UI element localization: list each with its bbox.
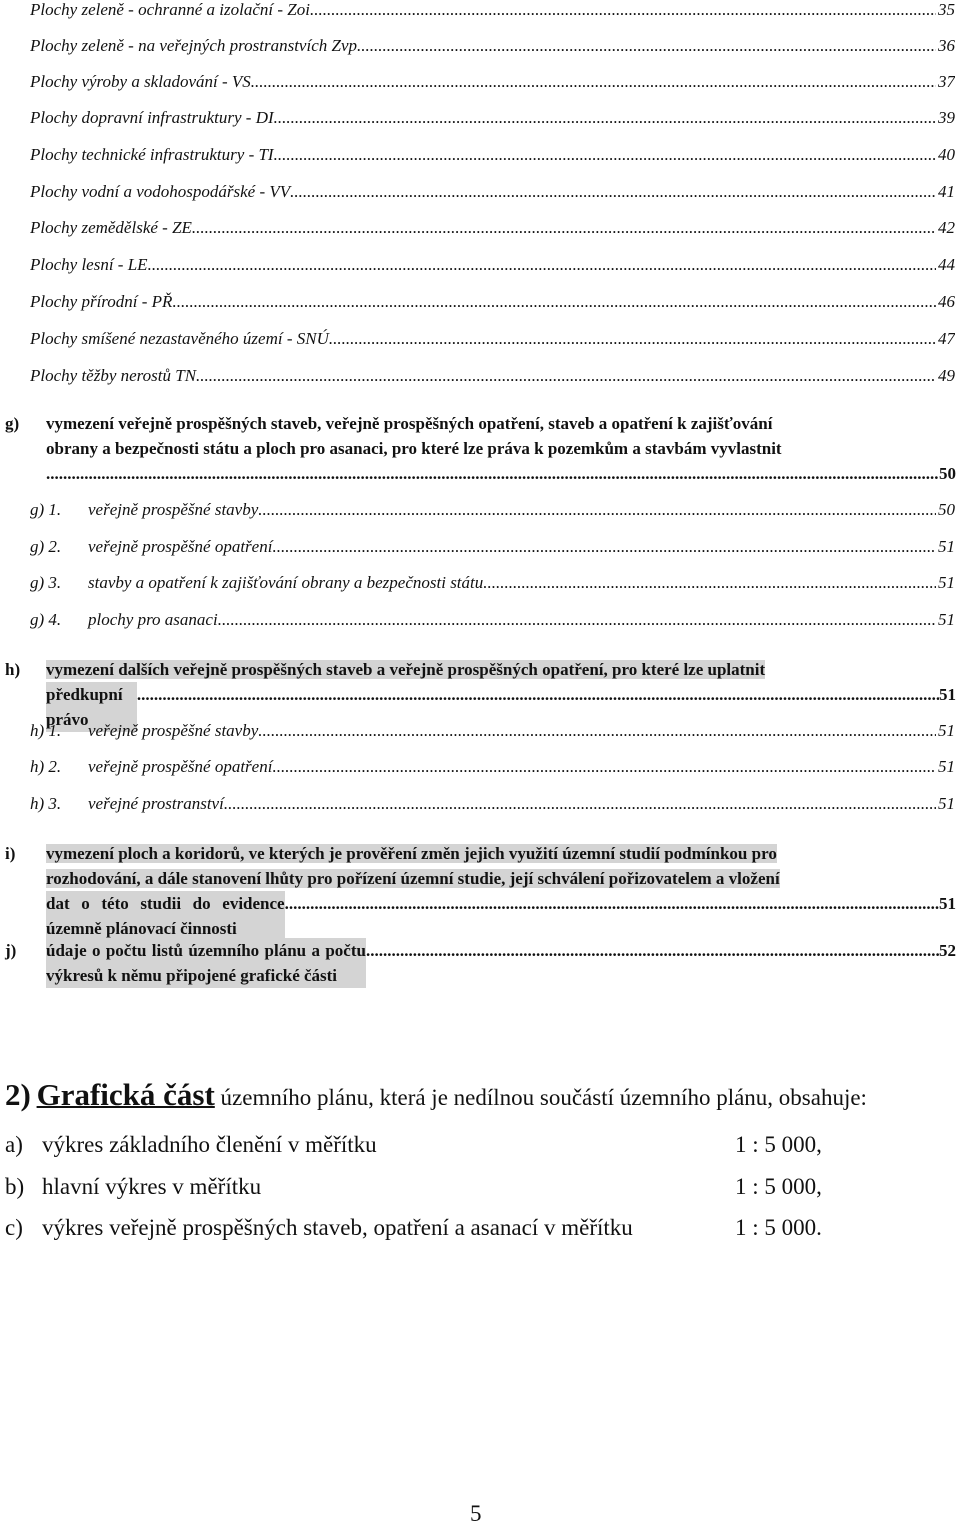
leader-dots [366,938,939,963]
toc-item[interactable]: Plochy zeleně - na veřejných prostranstvích Zvp ..... 36 [30,36,955,56]
toc-item[interactable]: Plochy dopravní infrastruktury - DI ..... 39 [30,108,955,128]
leader-dots [274,108,936,128]
toc-item[interactable]: Plochy technické infrastruktury - TI ..... 40 [30,145,955,165]
section-heading: vymezení ploch a koridorů, ve kterých je prověření změn jejich využití územní studií podmínkou pro rozhodování, a dále stanovení lhůty pro pořízení územní studie, její schválení pořizovatelem a vložení dat o této studii do evidence územně plánovací činnosti ..... 51 [46,841,956,941]
section-letter: i) [5,844,16,863]
leader-dots [172,292,936,312]
toc-subitem[interactable]: g) 4. plochy pro asanaci ..... 51 [30,610,955,630]
toc-subitem[interactable]: h) 2. veřejně prospěšné opatření ..... 51 [30,757,955,777]
leader-dots [258,500,936,520]
leader-dots [148,255,936,275]
leader-dots [272,537,936,557]
drawing-item: c) výkres veřejně prospěšných staveb, opatření a asanací v měřítku [5,1215,633,1240]
leader-dots [483,573,936,593]
section-letter: h) [5,660,21,679]
leader-dots [274,145,936,165]
toc-item[interactable]: Plochy zeleně - ochranné a izolační - Zoi ..... 35 [30,0,955,20]
section-heading: vymezení dalších veřejně prospěšných staveb a veřejně prospěšných opatření, pro které lze uplatnit předkupní právo ..... 51 [46,657,956,732]
leader-dots [272,757,936,777]
graphic-part-number: 2) [5,1077,31,1112]
drawing-scale: 1 : 5 000, [735,1174,822,1199]
section-letter: j) [5,941,17,960]
toc-item[interactable]: Plochy smíšené nezastavěného území - SNÚ ..... 47 [30,329,955,349]
toc-item[interactable]: Plochy vodní a vodohospodářské - VV ..... 41 [30,182,955,202]
drawing-scale: 1 : 5 000, [735,1132,822,1157]
leader-dots [192,218,936,238]
drawing-item: a) výkres základního členění v měřítku [5,1132,377,1157]
leader-dots [329,329,936,349]
leader-dots [285,891,939,916]
section-heading: údaje o počtu listů územního plánu a počtu výkresů k němu připojené grafické části ..... 52 [46,938,956,988]
leader-dots [218,610,936,630]
leader-dots [196,366,936,386]
leader-dots [290,182,936,202]
graphic-part-description: územního plánu, která je nedílnou součástí územního plánu, obsahuje: [220,1085,867,1110]
toc-subitem[interactable]: g) 2. veřejně prospěšné opatření ..... 51 [30,537,955,557]
leader-dots [137,682,939,707]
leader-dots [310,0,936,20]
leader-dots [251,72,936,92]
toc-item[interactable]: Plochy lesní - LE ..... 44 [30,255,955,275]
toc-subitem[interactable]: g) 1. veřejně prospěšné stavby ..... 50 [30,500,955,520]
drawing-item: b) hlavní výkres v měřítku [5,1174,262,1199]
toc-subitem[interactable]: g) 3. stavby a opatření k zajišťování obrany a bezpečnosti státu ..... 51 [30,573,955,593]
graphic-part-title: Grafická část [36,1077,215,1112]
toc-subitem[interactable]: h) 3. veřejné prostranství ..... 51 [30,794,955,814]
toc-item[interactable]: Plochy přírodní - PŘ ..... 46 [30,292,955,312]
drawing-scale: 1 : 5 000. [735,1215,822,1240]
section-heading: vymezení veřejně prospěšných staveb, veřejně prospěšných opatření, staveb a opatření k zajišťování obrany a bezpečnosti státu a ploch pro asanaci, pro které lze práva k pozemkům a stavbám vyvlastnit ..... 50 [46,411,956,486]
graphic-part-heading [5,1077,867,1113]
toc-item[interactable]: Plochy výroby a skladování - VS ..... 37 [30,72,955,92]
leader-dots [258,721,936,741]
leader-dots [224,794,936,814]
leader-dots [46,461,939,486]
page-number: 5 [470,1501,482,1526]
toc-item[interactable]: Plochy těžby nerostů TN ..... 49 [30,366,955,386]
toc-subitem[interactable]: h) 1. veřejně prospěšné stavby ..... 51 [30,721,955,741]
leader-dots [357,36,936,56]
toc-item[interactable]: Plochy zemědělské - ZE ..... 42 [30,218,955,238]
section-letter: g) [5,414,20,433]
